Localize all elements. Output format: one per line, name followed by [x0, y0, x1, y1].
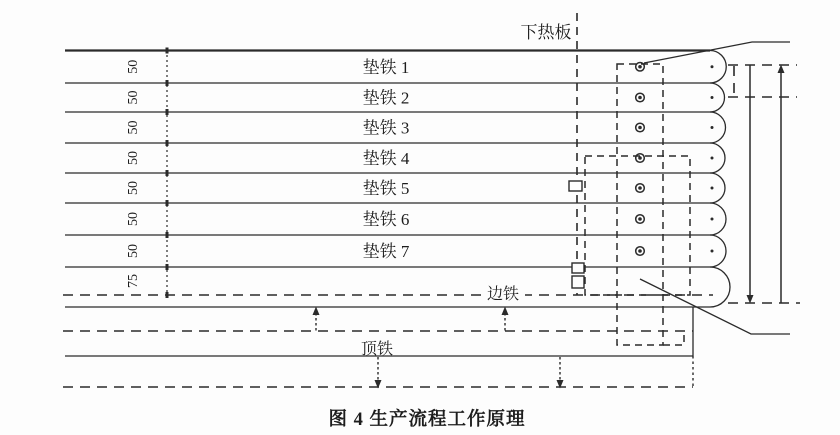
- pad-iron-label: 垫铁 6: [362, 210, 410, 229]
- dim-50-label: 50: [126, 90, 142, 105]
- top-iron-label: 顶铁: [360, 341, 394, 358]
- end-dot-icon: [711, 218, 714, 221]
- bullseye-center-icon: [638, 96, 642, 100]
- end-dot-icon: [711, 157, 714, 160]
- end-dot-icon: [711, 65, 714, 68]
- end-dot-marks: [711, 65, 714, 252]
- figure-caption: 图 4 生产流程工作原理: [328, 410, 526, 430]
- row-cap: [710, 267, 730, 307]
- pad-iron-label: 垫铁 7: [362, 242, 410, 261]
- weld-point-marks: [636, 62, 645, 255]
- edge-iron-label: 边铁: [486, 286, 520, 303]
- bullseye-center-icon: [638, 249, 642, 253]
- end-dot-icon: [711, 250, 714, 253]
- dashed-box-tail: [663, 331, 684, 345]
- dim-50-label: 50: [126, 212, 142, 226]
- dim-50-label: 50: [126, 244, 142, 258]
- arrow-up-icon: [502, 307, 509, 316]
- dim-50-label: 50: [126, 120, 142, 135]
- bullseye-center-icon: [638, 126, 642, 130]
- end-dot-icon: [711, 126, 714, 129]
- pad-iron-label: 垫铁 5: [362, 179, 410, 198]
- clamp-icon: [572, 263, 584, 273]
- dashed-box-inner: [585, 156, 690, 295]
- pad-iron-label: 垫铁 2: [362, 88, 410, 108]
- pad-iron-label: 垫铁 3: [362, 118, 410, 138]
- bullseye-center-icon: [638, 65, 642, 69]
- bullseye-center-icon: [638, 217, 642, 221]
- dimension-arrows-right: [747, 65, 785, 304]
- clamp-icon: [572, 276, 584, 288]
- dim-50-label: 50: [126, 181, 142, 195]
- dashed-box-tall: [617, 64, 663, 345]
- dim-50-label: 50: [126, 151, 142, 165]
- flow-arrows: [313, 307, 564, 389]
- dim-50-label: 50: [126, 59, 142, 74]
- bullseye-center-icon: [638, 186, 642, 190]
- end-dot-icon: [711, 96, 714, 99]
- bullseye-center-icon: [638, 156, 642, 160]
- lower-hot-plate-label: 下热板: [520, 23, 572, 42]
- pad-iron-labels: [363, 58, 410, 261]
- end-dot-icon: [711, 187, 714, 190]
- dashed-boxes: [585, 64, 690, 345]
- arrow-up-icon: [313, 307, 320, 316]
- left-dimension-labels: [126, 60, 141, 258]
- dim-75-label: 75: [126, 274, 142, 288]
- pad-iron-label: 垫铁 1: [362, 57, 410, 77]
- clamp-icon: [569, 181, 582, 191]
- row-caps: [710, 51, 730, 308]
- pad-iron-label: 垫铁 4: [362, 149, 410, 168]
